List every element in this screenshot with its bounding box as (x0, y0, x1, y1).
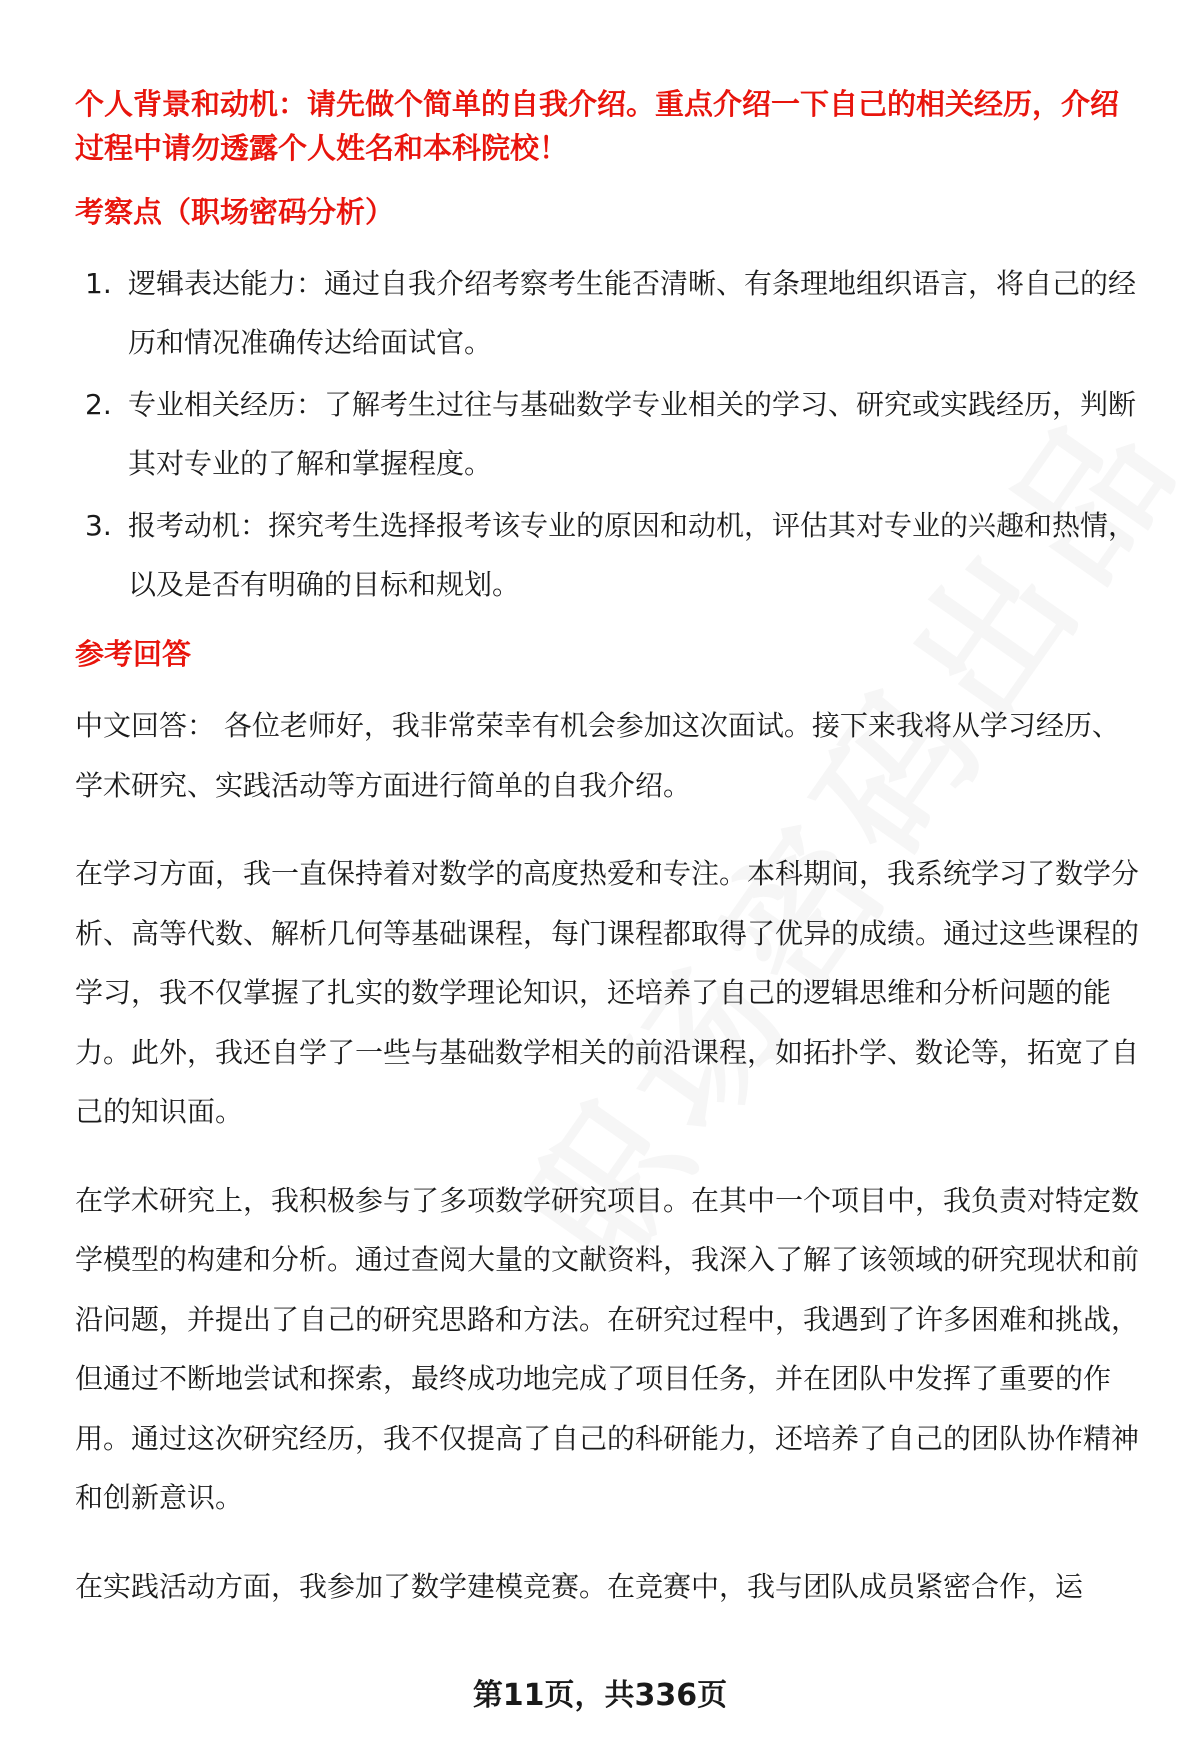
document-page (75, 82, 1145, 1645)
focus-heading: 考察点（职场密码分析） (75, 195, 395, 229)
answer-paragraph: 在学术研究上，我积极参与了多项数学研究项目。在其中一个项目中，我负责对特定数学模型的构建和分析。通过查阅大量的文献资料，我深入了解了该领域的研究现状和前沿问题，并提出了自己的研究思路和方法。在研究过程中，我遇到了许多困难和挑战，但通过不断地尝试和探索，最终成功地完成了项目任务，并在团队中发挥了重要的作用。通过这次研究经历，我不仅提高了自己的科研能力，还培养了自己的团队协作精神和创新意识。 (75, 1183, 1140, 1514)
list-item-number: 1. (85, 267, 112, 300)
list-item-number: 3. (85, 509, 112, 542)
list-item-number: 2. (85, 388, 112, 421)
list-item-text: 报考动机：探究考生选择报考该专业的原因和动机，评估其对专业的兴趣和热情，以及是否有明确的目标和规划。 (128, 509, 1137, 601)
answer-paragraph: 在实践活动方面，我参加了数学建模竞赛。在竞赛中，我与团队成员紧密合作，运 (75, 1569, 1084, 1603)
answer-heading: 参考回答 (75, 637, 192, 671)
list-item-text: 专业相关经历：了解考生过往与基础数学专业相关的学习、研究或实践经历，判断其对专业的了解和掌握程度。 (128, 388, 1137, 480)
focus-list (75, 254, 1145, 614)
list-item (75, 375, 1145, 493)
list-item (75, 254, 1145, 372)
question-title: 个人背景和动机：请先做个简单的自我介绍。重点介绍一下自己的相关经历，介绍过程中请勿透露个人姓名和本科院校！ (75, 87, 1120, 165)
list-item-text: 逻辑表达能力：通过自我介绍考察考生能否清晰、有条理地组织语言，将自己的经历和情况准确传达给面试官。 (128, 267, 1137, 359)
answer-paragraph: 中文回答： 各位老师好，我非常荣幸有机会参加这次面试。接下来我将从学习经历、学术研究、实践活动等方面进行简单的自我介绍。 (75, 709, 1120, 802)
answer-paragraph: 在学习方面，我一直保持着对数学的高度热爱和专注。本科期间，我系统学习了数学分析、高等代数、解析几何等基础课程，每门课程都取得了优异的成绩。通过这些课程的学习，我不仅掌握了扎实的数学理论知识，还培养了自己的逻辑思维和分析问题的能力。此外，我还自学了一些与基础数学相关的前沿课程，如拓扑学、数论等，拓宽了自己的知识面。 (75, 857, 1140, 1128)
list-item (75, 496, 1145, 614)
page-number: 第11页，共336页 (472, 1678, 728, 1713)
